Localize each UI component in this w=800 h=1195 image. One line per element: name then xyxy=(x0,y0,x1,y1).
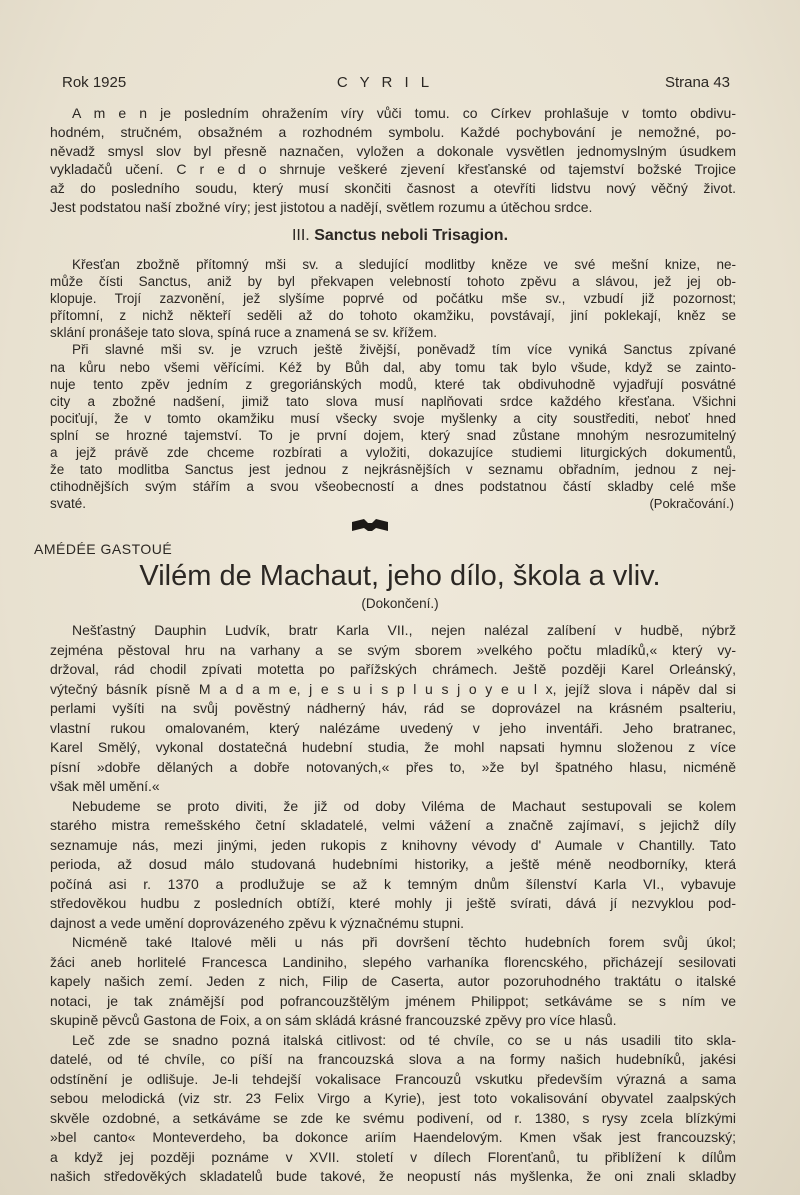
text-line: že tato modlitba Sanctus jest jednou z nejkrásnějších v seznamu obřadním, jednou z nej- xyxy=(50,462,736,478)
text-line: perlami vyšíti na svůj pověstný nádherný háv, rád se doprovázel na krásném psalteriu, xyxy=(50,700,736,716)
text-line: hodném, stručném, obsažném a rozhodném symbolu. Každé pochybování je nemožné, po- xyxy=(50,123,736,140)
text-line: žáci aneb horlitelé Francesca Landiniho, slepého varhaníka florencského, přicházejí sesilovati xyxy=(50,953,736,970)
section-heading xyxy=(0,226,800,246)
text-line: zejména pěstoval hru na varhany a se svým sborem »velkého počtu mladíků,« který vy- xyxy=(50,641,736,658)
text-line: A m e n je posledním ohražením víry vůči tomu. co Církev prohlašuje v tomto obdivu- xyxy=(72,105,736,121)
text-line: na kůru nebo všemi věřícími. Kéž by Bůh dal, aby tomu tak bylo všude, když se zainto- xyxy=(50,359,736,375)
text-line: něvadž smysl slov byl přesně naznačen, vyložen a dokonale vysvětlen jednomyslným úsudkem xyxy=(50,142,736,159)
text-line: notaci, je tak známější pod pofrancouzštělým jménem Philippot; setkáváme se s ním ve xyxy=(50,992,736,1009)
text-line: počíná asi r. 1370 a prodlužuje se až k temným dnům šílenství Karla VI., vybavuje xyxy=(50,875,736,892)
text-line: seznamuje nás, mezi jinými, jeden rukopis z knihovny vévody d' Aumale v Chantilly. Tato xyxy=(50,836,736,853)
text-line: sebou melodická (viz str. 23 Felix Virgo a Kyrie), jest toto vokalisování obyvatel zaalpských xyxy=(50,1090,736,1106)
section-credo-text xyxy=(50,104,736,217)
text-line: kapely našich zemí. Jeden z nich, Filip de Caserta, autor pozoruhodného traktátu o italské xyxy=(50,973,736,989)
text-line: ctihodnějších svým stářím a svou všeobecností a dnes podstatnou částí skladby celé mše xyxy=(50,479,736,495)
printer-ornament-icon xyxy=(352,518,388,532)
text-line: datelé, od té chvíle, co píší na francouzská slova a na formy našich hudebníků, jakési xyxy=(50,1051,736,1067)
text-line: Karel Smělý, vykonal dostatečná hudební studia, že mohl napsati hymnu složenou z více xyxy=(50,739,736,755)
text-line: starého mistra remešského četní skladatelé, velmi vážení a značně zajímaví, s jejichž díly xyxy=(50,817,736,833)
text-line: odstínění je odlišuje. Je-li tehdejší vokalisace Francouzů vskutku především výrazná a sama xyxy=(50,1070,736,1087)
article-title: Vilém de Machaut, jeho dílo, škola a vliv. xyxy=(139,560,661,592)
text-line: písní »dobře dělaných a dobře notovaných,« přes to, »že byl špatného hlasu, nicméně xyxy=(50,758,736,775)
text-line: držoval, rád chodil zpívati motetta po pařížských chrámech. Ještě později Karel Orleánský, xyxy=(50,661,736,677)
text-line: přítomní, z nichž někteří seděli až do tohoto okamžiku, povstávají, jiní poklekají, kněz se xyxy=(50,308,736,324)
text-line: klopuje. Trojí zazvonění, jež slyšíme poprvé od počátku mše sv., vzbudí již pozornost; xyxy=(50,291,736,307)
text-line: pociťují, že v tomto okamžiku musí všecky svoje myšlenky a city soustřediti, neboť hned xyxy=(50,410,736,426)
section-heading-number: III. xyxy=(291,227,310,244)
text-line: sklání pronášeje tato slova, spíná ruce a znamená se sv. křížem. xyxy=(50,325,437,341)
running-header-year: Rok 1925 xyxy=(62,74,127,91)
text-line: našich středověkých skladatelů bude takové, že neopustí nás myšlenka, že oni znali skladby xyxy=(50,1168,736,1184)
text-line: skvěle ozdobné, a setkáváme se zde ke svému podivení, od r. 1380, s rysy zcela blízkými xyxy=(50,1109,736,1126)
text-line: skupině pěvců Gastona de Foix, a on sám skládá krásné francouzské zpěvy pro více hlasů. xyxy=(50,1012,617,1028)
text-line: Nicméně také Italové měli u nás při dovršení těchto hudebních forem svůj úkol; xyxy=(72,934,736,950)
text-line: vykladačů učení. C r e d o shrnuje veškeré zjevení křesťanské od tajemství božské Trojice xyxy=(50,161,736,178)
text-line: splní se hrozné tajemství. To je první dojem, který snad zůstane mnohým nesrozumitelný xyxy=(50,427,736,443)
text-line: Jest podstatou naší zbožné víry; jest jistotou a nadějí, světlem rozumu a útěchou srdce. xyxy=(50,198,593,215)
text-line: »bel canto« Monteverdeho, ba dokonce ariím Haendelovým. Kmen však jest francouzský; xyxy=(50,1129,736,1145)
continued-note: (Pokračování.) xyxy=(649,496,734,511)
article-author: AMÉDÉE GASTOUÉ xyxy=(34,541,173,557)
text-line: výtečný básník písně M a d a m e, j e s u i s p l u s j o y e u l x, jejíž slova i nápěv dal si xyxy=(50,680,736,697)
text-line: city a zbožné nadšení, jimiž tato slova musí naplňovati srdce každého křesťana. Všichni xyxy=(50,393,736,409)
text-line: Křesťan zbožně přítomný mši sv. a sledující modlitby kněze ve své mešní knize, ne- xyxy=(72,257,736,272)
text-line: Nešťastný Dauphin Ludvík, bratr Karla VII., nejen nalézal zalíbení v hudbě, nýbrž xyxy=(72,622,736,638)
text-line: však měl umění.« xyxy=(50,778,160,794)
running-header-journal: C Y R I L xyxy=(336,74,434,91)
text-line: středověkou hudbu z posledních obtíží, které mohly ji ještě svírati, dává jí nezvyklou pod- xyxy=(50,895,736,911)
text-line: perioda, až dosud málo studovaná hudebními historiky, a ještě méně neodborníky, která xyxy=(50,856,736,872)
text-line: až do posledního soudu, který musí skončiti časnost a otevříti lidstvu nový věčný život. xyxy=(50,180,736,197)
text-line: Při slavné mši sv. je vzruch ještě živější, poněvadž tím více vyniká Sanctus zpívané xyxy=(72,342,736,358)
section-sanctus-text xyxy=(50,256,736,512)
text-line: dajnost a vede umění doprovázeného zpěvu k význačnému stupni. xyxy=(50,914,465,931)
text-line: nuje tento zpěv jedním z gregoriánských modů, které tak obdivuhodně vyjadřují posvátné xyxy=(50,376,736,392)
text-line: Nebudeme se proto diviti, že již od doby Viléma de Machaut sestupovali se kolem xyxy=(72,797,736,814)
article-subtitle: (Dokončení.) xyxy=(361,596,439,611)
text-line: Leč zde se snadno pozná italská citlivost: od té chvíle, co se u nás usadili tito skla- xyxy=(72,1031,736,1048)
text-line: a jejž právě zde chceme rozbírati a vyložiti, dokazujíce studiemi liturgických dokumentů, xyxy=(50,445,736,461)
text-line: svaté. xyxy=(50,496,87,512)
text-line: může čísti Sanctus, aniž by byl překvapen velebností tohoto zpěvu a slávou, jež jej ob- xyxy=(50,274,736,290)
article-body xyxy=(50,621,736,1187)
text-line: a když jej později poznáme v XVII. století v dílech Florenťanů, tu přiblížení k dílům xyxy=(50,1148,736,1165)
section-heading-title: Sanctus neboli Trisagion. xyxy=(314,227,509,244)
text-line: vlastní rukou omalovaném, který nalézáme uvedený v jeho inventáři. Jeho bratranec, xyxy=(50,719,736,736)
running-header-page-number: Strana 43 xyxy=(664,74,730,91)
